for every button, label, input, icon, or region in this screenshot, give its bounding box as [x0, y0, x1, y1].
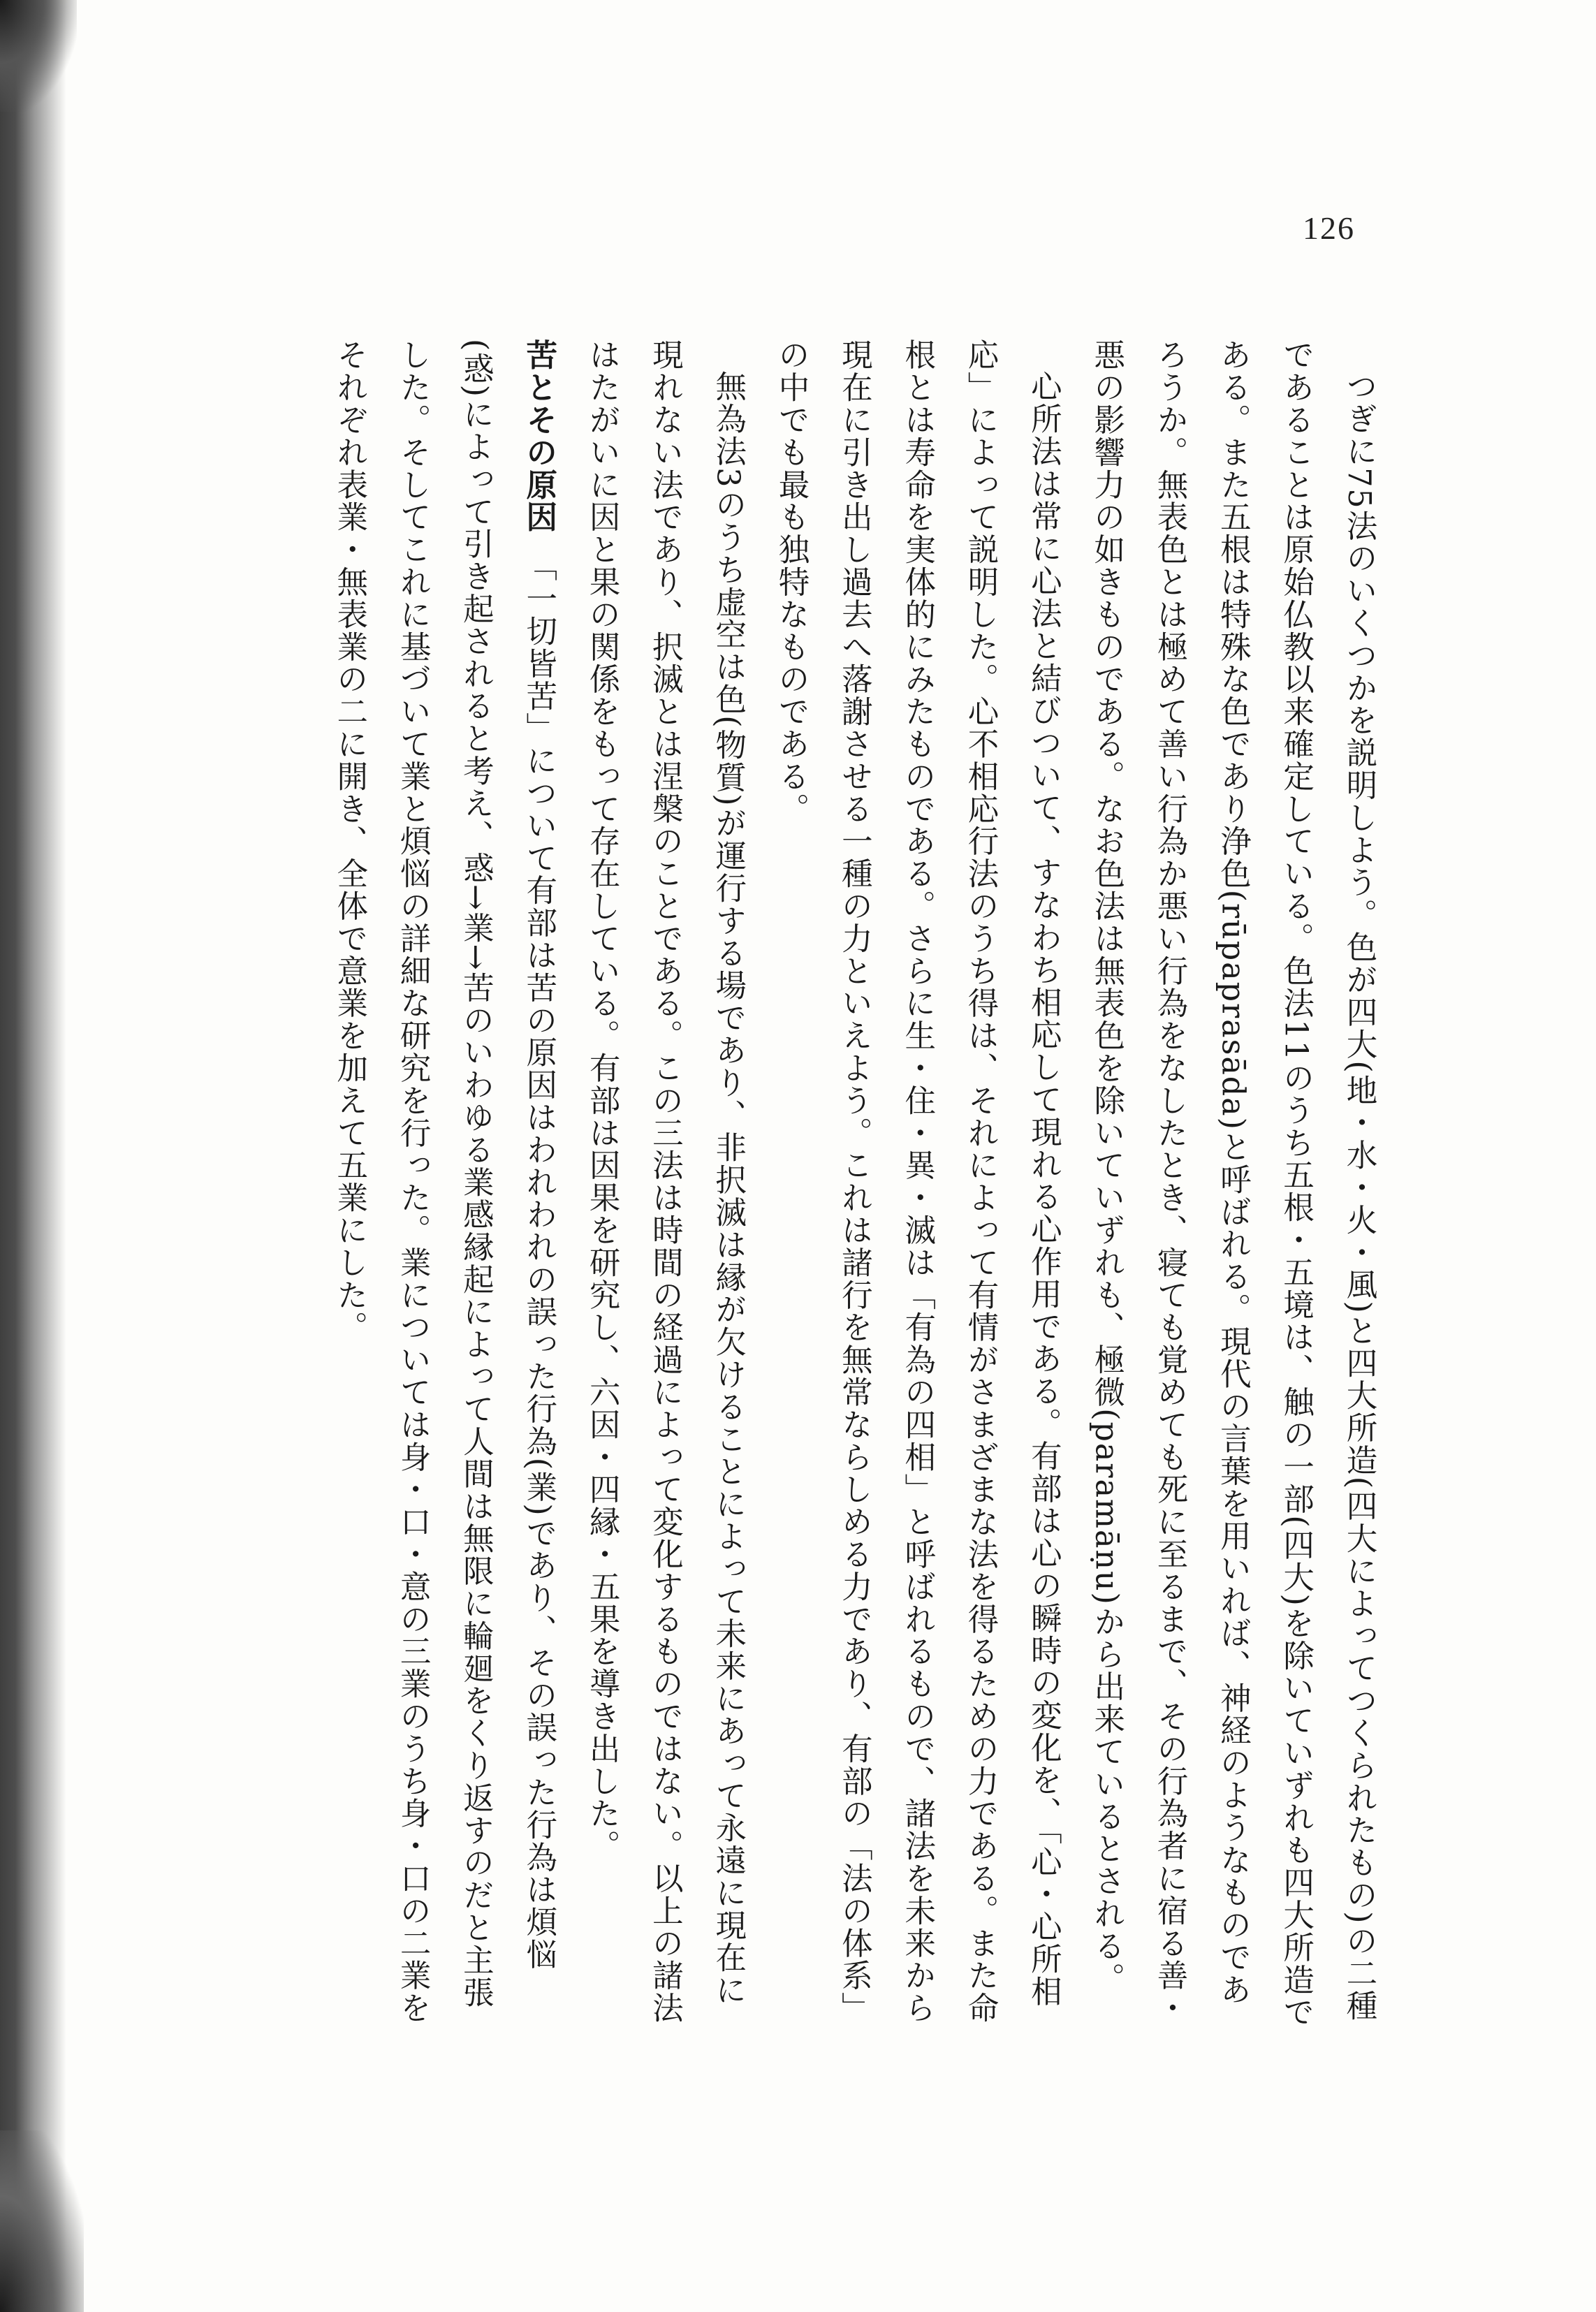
section-heading: 苦とその原因 [520, 339, 557, 534]
scan-shadow-edge [0, 0, 66, 2312]
section-paragraph [317, 339, 569, 2029]
section-text: 「一切皆苦」について有部は苦の原因はわれわれの誤った行為(業)であり、その誤った行為は煩悩(惑)によって引き起されると考え、惑→業→苦のいわゆる業感縁起によって人間は無限に輪廻をくり返すのだと主張した。そしてこれに基づいて業と煩悩の詳細な研究を行った。業については身・口・意の三業のうち身・口の二業をそれぞれ表業・無表業の二に開き、全体で意業を加えて五業にした。 [331, 339, 557, 2024]
paragraph-3: 無為法3のうち虚空は色(物質)が運行する場であり、非択滅は縁が欠けることによって未来にあって永遠に現在に現れない法であり、択滅とは涅槃のことである。この三法は時間の経過によって変化するものではない。以上の諸法はたがいに因と果の関係をもって存在している。有部は因果を研究し、六因・四縁・五果を導き出した。 [584, 339, 746, 2024]
paragraph-1: つぎに75法のいくつかを説明しよう。色が四大(地・水・火・風)と四大所造(四大によってつくられたもの)の二種であることは原始仏教以来確定している。色法11のうち五根・五境は、触の一部(四大)を除いていずれも四大所造である。また五根は特殊な色であり浄色(rūpaprasāda)と呼ばれる。現代の言葉を用いれば、神経のようなものであろうか。無表色とは極めて善い行為か悪い行為をなしたとき、寝ても覚めても死に至るまで、その行為者に宿る善・悪の影響力の如きものである。なお色法は無表色を除いていずれも、極微(paramāṇu)から出来ているとされる。 [1088, 339, 1377, 2028]
paragraph-2: 心所法は常に心法と結びついて、すなわち相応して現れる心作用である。有部は心の瞬時の変化を、「心・心所相応」によって説明した。心不相応行法のうち得は、それによって有情がさまざまな法を得るための力である。また命根とは寿命を実体的にみたものである。さらに生・住・異・滅は「有為の四相」と呼ばれるもので、諸法を未来から現在に引き出し過去へ落謝させる一種の力といえよう。これは諸行を無常ならしめる力であり、有部の「法の体系」の中でも最も独特なものである。 [773, 339, 1062, 2024]
scan-shadow-bottom [0, 2130, 84, 2312]
page-number: 126 [1303, 210, 1355, 246]
body-text [317, 339, 1390, 2029]
scan-shadow-top [0, 0, 77, 112]
